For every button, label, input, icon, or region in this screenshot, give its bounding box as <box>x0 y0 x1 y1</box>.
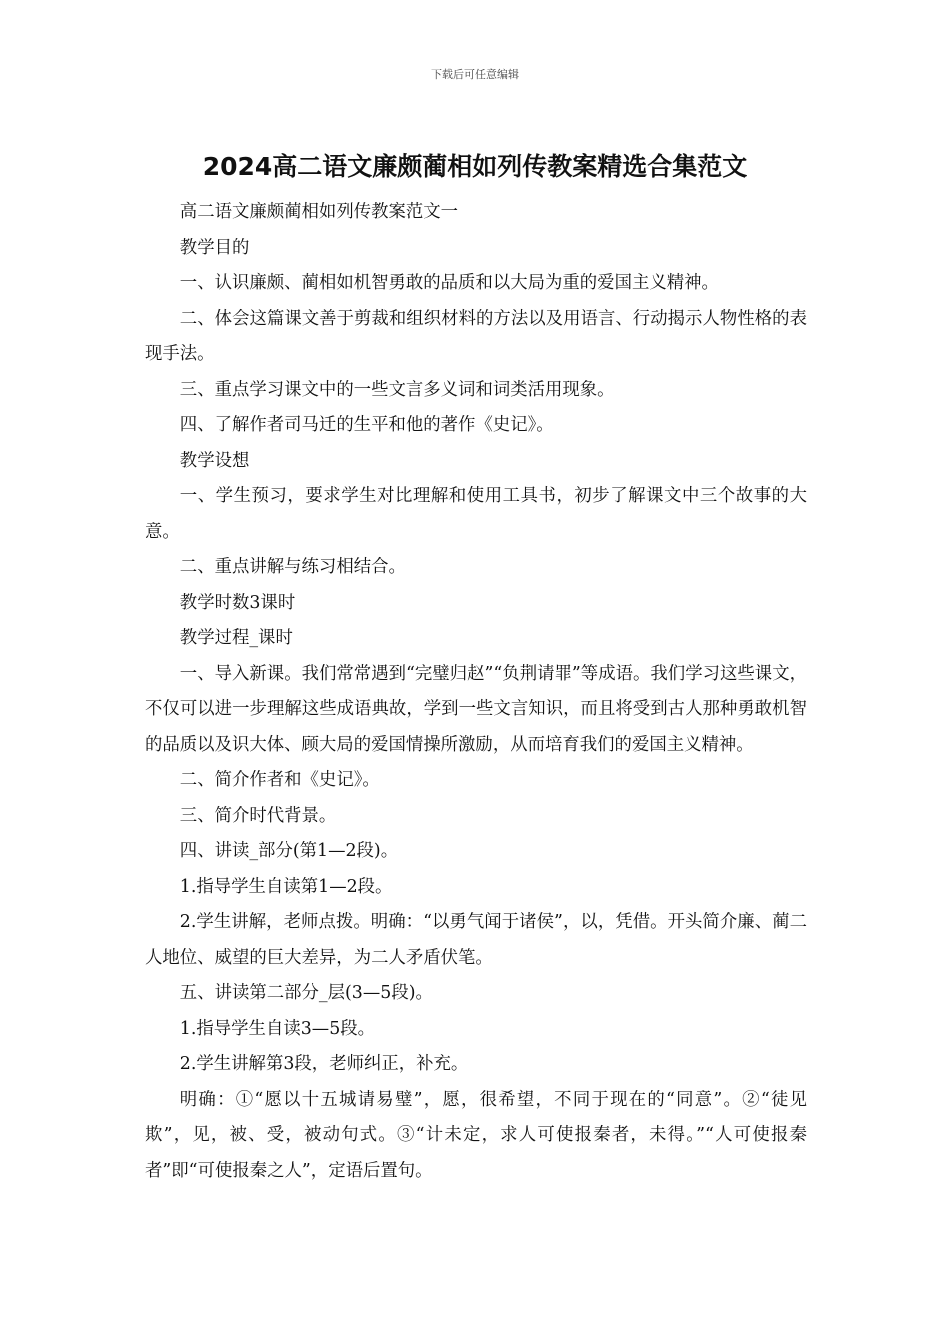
paragraph: 1.指导学生自读3—5段。 <box>179 1018 376 1039</box>
paragraph-heading-process: 教学过程_课时 <box>179 628 293 648</box>
paragraph: 2.学生讲解第3段，老师纠正，补充。 <box>179 1054 469 1074</box>
paragraph: 一、认识廉颇、蔺相如机智勇敢的品质和以大局为重的爱国主义精神。 <box>179 273 719 293</box>
paragraph: 二、体会这篇课文善于剪裁和组织材料的方法以及用语言、行动揭示人物性格的表现手法。 <box>145 308 807 364</box>
paragraph: 2.学生讲解，老师点拨。明确：“以勇气闻于诸侯”，以，凭借。开头简介廉、蔺二人地位、威望的巨大差异，为二人矛盾伏笔。 <box>145 912 807 968</box>
paragraph: 明确：①“愿以十五城请易璧”，愿，很希望，不同于现在的“同意”。②“徒见欺”，见，被、受，被动句式。③“计未定，求人可使报秦者，未得。”“人可使报秦者”即“可使报秦之人”，定语后置句。 <box>145 1089 807 1181</box>
paragraph: 二、简介作者和《史记》。 <box>179 770 380 790</box>
paragraph: 四、讲读_部分(第1—2段)。 <box>179 841 399 861</box>
paragraph: 二、重点讲解与练习相结合。 <box>179 557 406 577</box>
paragraph: 三、简介时代背景。 <box>179 805 337 826</box>
document-title: 2024高二语文廉颇蔺相如列传教案精选合集范文 <box>202 152 748 181</box>
paragraph: 一、学生预习，要求学生对比理解和使用工具书，初步了解课文中三个故事的大意。 <box>145 486 807 542</box>
paragraph: 1.指导学生自读第1—2段。 <box>179 876 393 897</box>
paragraph-heading-design: 教学设想 <box>179 450 250 471</box>
paragraph: 五、讲读第二部分_层(3—5段)。 <box>179 983 433 1003</box>
header-note: 下载后可任意编辑 <box>431 68 519 81</box>
paragraph: 三、重点学习课文中的一些文言多义词和词类活用现象。 <box>179 379 615 400</box>
document-body <box>145 195 807 1189</box>
paragraph-subtitle: 高二语文廉颇蔺相如列传教案范文一 <box>179 202 459 222</box>
paragraph-hours: 教学时数3课时 <box>179 592 296 613</box>
paragraph-heading-goals: 教学目的 <box>179 237 250 258</box>
paragraph: 一、导入新课。我们常常遇到“完璧归赵”“负荆请罪”等成语。我们学习这些课文，不仅可以进一步理解这些成语典故，学到一些文言知识，而且将受到古人那种勇敢机智的品质以及识大体、顾大局的爱国情操所激励，从而培育我们的爱国主义精神。 <box>145 663 807 755</box>
paragraph: 四、了解作者司马迁的生平和他的著作《史记》。 <box>179 415 554 435</box>
